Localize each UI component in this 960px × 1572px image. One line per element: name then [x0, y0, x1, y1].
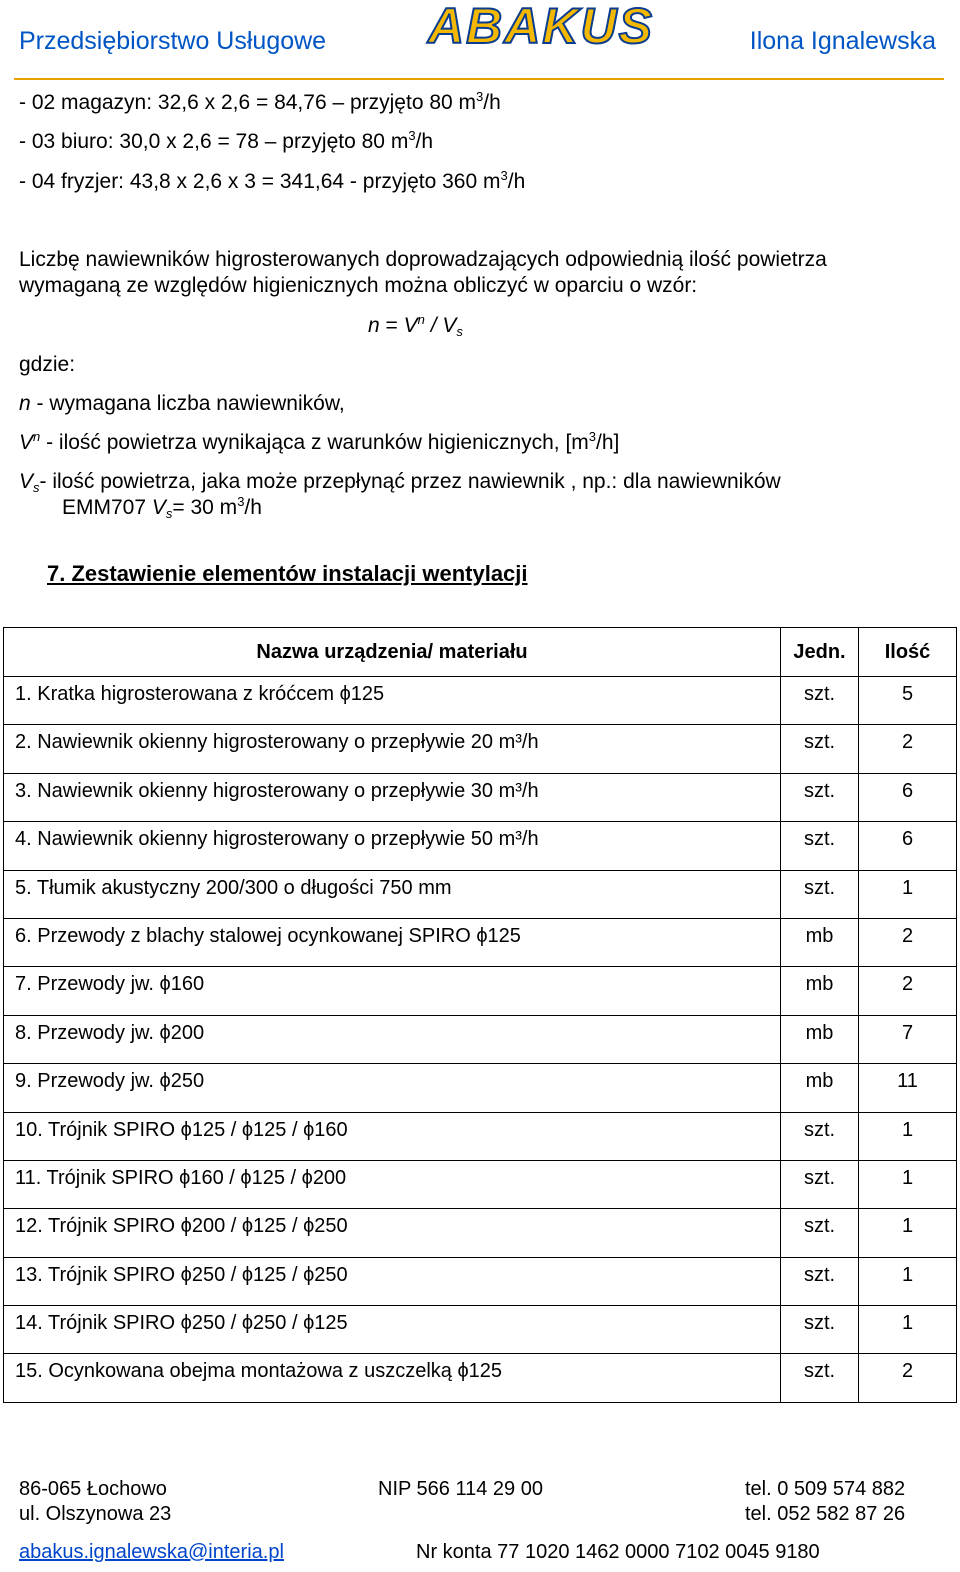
- cell-qty: 1: [859, 1160, 957, 1208]
- calc-line-02: - 02 magazyn: 32,6 x 2,6 = 84,76 – przyjęto 80 $m^3/h$: [19, 89, 501, 114]
- formula: $n = V^n / V_s$: [368, 312, 463, 339]
- cell-qty: 6: [859, 822, 957, 870]
- cell-unit: mb: [781, 1064, 859, 1112]
- cell-qty: 2: [859, 967, 957, 1015]
- cell-qty: 1: [859, 1257, 957, 1305]
- company-type: Przedsiębiorstwo Usługowe: [19, 27, 327, 55]
- header-unit: Jedn.: [781, 628, 859, 677]
- cell-name: 13. Trójnik SPIRO ϕ250 / ϕ125 / ϕ250: [4, 1257, 781, 1305]
- cell-unit: szt.: [781, 1354, 859, 1402]
- table-row: [4, 725, 957, 773]
- cell-qty: 1: [859, 1209, 957, 1257]
- cell-unit: szt.: [781, 822, 859, 870]
- table-row: [4, 1064, 957, 1112]
- cell-unit: szt.: [781, 1112, 859, 1160]
- definition-vs-example: EMM707 $V_s= 30$ $m^3/h$: [62, 494, 262, 521]
- calc-line-04: - 04 fryzjer: 43,8 x 2,6 x 3 = 341,64 - przyjęto 360 $m^3/h$: [19, 168, 526, 193]
- cell-name: 8. Przewody jw. ϕ200: [4, 1015, 781, 1063]
- header-qty: Ilość: [859, 628, 957, 677]
- table-row: [4, 1112, 957, 1160]
- table-row: [4, 1306, 957, 1354]
- table-header-row: [4, 628, 957, 677]
- cell-name: 1. Kratka higrosterowana z króćcem ϕ125: [4, 677, 781, 725]
- paragraph-line-1: Liczbę nawiewników higrosterowanych doprowadzających odpowiednią ilość powietrza: [19, 248, 827, 271]
- definition-n: n - wymagana liczba nawiewników,: [19, 392, 345, 415]
- table-row: [4, 870, 957, 918]
- cell-qty: 2: [859, 918, 957, 966]
- table-row: [4, 967, 957, 1015]
- elements-table: [3, 627, 957, 1403]
- cell-qty: 2: [859, 1354, 957, 1402]
- cell-unit: szt.: [781, 1306, 859, 1354]
- footer-email-link[interactable]: abakus.ignalewska@interia.pl: [19, 1541, 284, 1563]
- cell-qty: 2: [859, 725, 957, 773]
- cell-unit: szt.: [781, 1257, 859, 1305]
- cell-unit: szt.: [781, 725, 859, 773]
- cell-name: 4. Nawiewnik okienny higrosterowany o przepływie 50 m³/h: [4, 822, 781, 870]
- cell-unit: szt.: [781, 773, 859, 821]
- section-title: 7. Zestawienie elementów instalacji wentylacji: [47, 561, 528, 586]
- cell-name: 2. Nawiewnik okienny higrosterowany o przepływie 20 m³/h: [4, 725, 781, 773]
- cell-unit: mb: [781, 1015, 859, 1063]
- table-row: [4, 773, 957, 821]
- cell-name: 3. Nawiewnik okienny higrosterowany o przepływie 30 m³/h: [4, 773, 781, 821]
- cell-qty: 7: [859, 1015, 957, 1063]
- cell-unit: szt.: [781, 1209, 859, 1257]
- cell-name: 6. Przewody z blachy stalowej ocynkowanej SPIRO ϕ125: [4, 918, 781, 966]
- cell-qty: 1: [859, 1306, 957, 1354]
- table-row: [4, 677, 957, 725]
- owner-name: Ilona Ignalewska: [749, 27, 936, 55]
- cell-unit: mb: [781, 918, 859, 966]
- footer-tel-1: tel. 0 509 574 882: [745, 1478, 906, 1500]
- header-rule: [14, 78, 944, 80]
- footer-tel-2: tel. 052 582 87 26: [745, 1503, 906, 1525]
- footer-address-2: ul. Olszynowa 23: [19, 1503, 172, 1525]
- paragraph-line-2: wymaganą ze względów higienicznych można obliczyć w oparciu o wzór:: [19, 274, 698, 297]
- cell-qty: 6: [859, 773, 957, 821]
- footer-bank-account: Nr konta 77 1020 1462 0000 7102 0045 9180: [416, 1541, 820, 1563]
- table-row: [4, 1257, 957, 1305]
- cell-qty: 11: [859, 1064, 957, 1112]
- cell-qty: 5: [859, 677, 957, 725]
- table-row: [4, 918, 957, 966]
- cell-unit: mb: [781, 967, 859, 1015]
- table-row: [4, 1354, 957, 1402]
- cell-name: 15. Ocynkowana obejma montażowa z uszczelką ϕ125: [4, 1354, 781, 1402]
- cell-name: 11. Trójnik SPIRO ϕ160 / ϕ125 / ϕ200: [4, 1160, 781, 1208]
- definition-vs: $V_s-$ ilość powietrza, jaka może przepłynąć przez nawiewnik , np.: dla nawiewników: [19, 470, 781, 495]
- footer-address-1: 86-065 Łochowo: [19, 1478, 167, 1500]
- table-row: [4, 1160, 957, 1208]
- cell-qty: 1: [859, 870, 957, 918]
- cell-unit: szt.: [781, 677, 859, 725]
- cell-qty: 1: [859, 1112, 957, 1160]
- logo-text: ABAKUS: [428, 2, 654, 50]
- cell-name: 7. Przewody jw. ϕ160: [4, 967, 781, 1015]
- table-row: [4, 1209, 957, 1257]
- cell-name: 9. Przewody jw. ϕ250: [4, 1064, 781, 1112]
- cell-unit: szt.: [781, 870, 859, 918]
- abakus-logo: [378, 2, 704, 50]
- header-name: Nazwa urządzenia/ materiału: [4, 628, 781, 677]
- calc-line-03: - 03 biuro: 30,0 x 2,6 = 78 – przyjęto 80 $m^3/h$: [19, 128, 434, 153]
- cell-name: 10. Trójnik SPIRO ϕ125 / ϕ125 / ϕ160: [4, 1112, 781, 1160]
- cell-name: 12. Trójnik SPIRO ϕ200 / ϕ125 / ϕ250: [4, 1209, 781, 1257]
- table-row: [4, 1015, 957, 1063]
- cell-name: 14. Trójnik SPIRO ϕ250 / ϕ250 / ϕ125: [4, 1306, 781, 1354]
- footer-nip: NIP 566 114 29 00: [378, 1478, 543, 1500]
- cell-name: 5. Tłumik akustyczny 200/300 o długości 750 mm: [4, 870, 781, 918]
- where-label: gdzie:: [19, 353, 76, 376]
- definition-vn: $V^n$ - ilość powietrza wynikająca z warunków higienicznych, $[m^3/h]$: [19, 429, 620, 454]
- table-row: [4, 822, 957, 870]
- cell-unit: szt.: [781, 1160, 859, 1208]
